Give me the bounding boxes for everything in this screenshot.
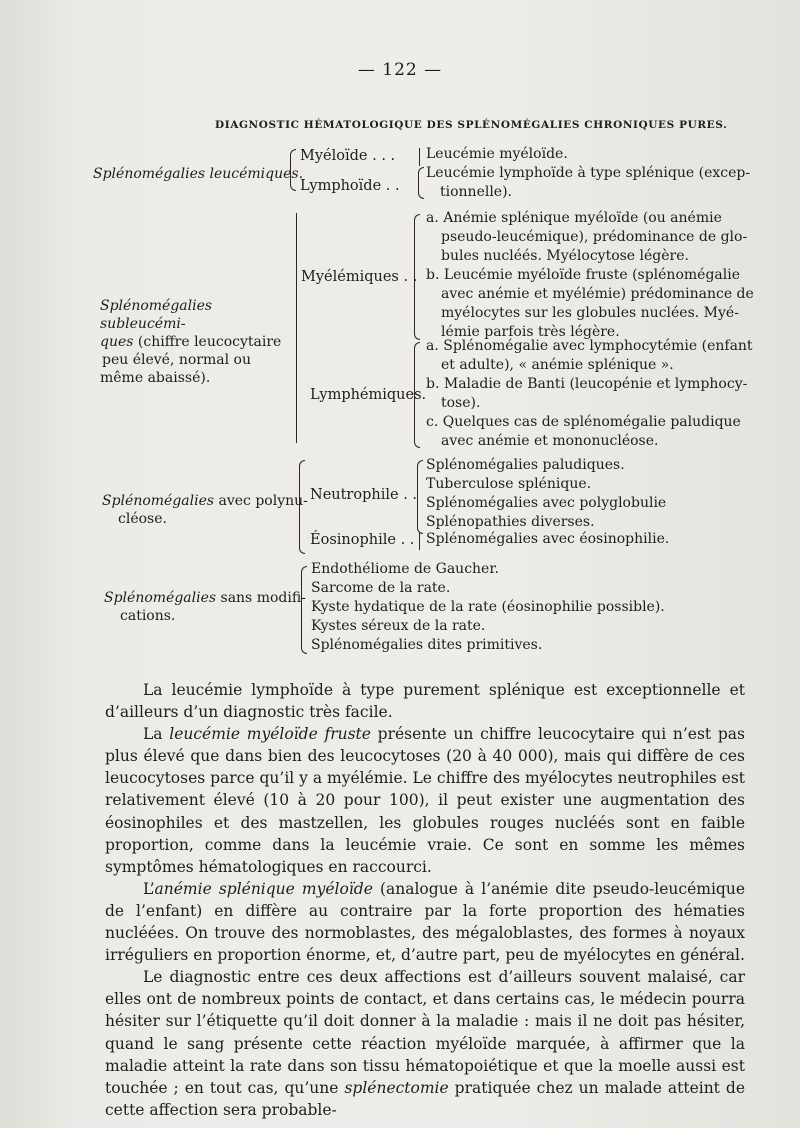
bar-eosinophile — [419, 533, 420, 550]
list-sans-modif: Endothéliome de Gaucher. Sarcome de la rate. Kyste hydatique de la rate (éosinophilie possible). Kystes séreux de la rate. Splénomégalies dites primitives. — [311, 561, 665, 653]
text-myeloide: Leucémie myéloïde. — [426, 146, 568, 162]
body-text — [105, 679, 745, 1121]
brace-polynucleose — [299, 460, 305, 554]
paragraph-3: L’anémie splénique myéloïde (analogue à l’anémie dite pseudo-leucémique de l’enfant) en diffère au contraire par la forte proportion des hématies nucléées. On trouve des normoblastes, des mégaloblastes, des formes à noyaux irréguliers en proportion énorme, et, d’autre part, peu de myélocytes en général. — [105, 879, 745, 965]
sub-neutrophile: Neutrophile . . — [310, 487, 418, 503]
text-eosinophile: Splénomégalies avec éosinophilie. — [426, 531, 670, 547]
list-myelemiques: a. Anémie splénique myéloïde (ou anémie pseudo-leucémique), prédominance de glo- bules nucléés. Myélocytose légère. b. Leucémie myéloïde fruste (splénomégalie avec anémie et myélémie) prédominance de myélocytes sur les globules nuclées. Myé- lémie parfois très légère. — [426, 210, 754, 340]
paragraph-2: La leucémie myéloïde fruste présente un chiffre leucocytaire qui n’est pas plus élevé que dans bien des leucocytoses (20 à 40 000), mais qui diffère de ces leucocytoses parce qu’il y a myélémie. Le chiffre des myélocytes neutrophiles est relativement élevé (10 à 20 pour 100), il peut exister une augmentation des éosinophiles et des mastzellen, les globules rouges nucléés sont en faible proportion, comme dans la leucémie vraie. Ce sont en somme les mêmes symptômes hématologiques en raccourci. — [105, 725, 745, 876]
sub-myelemiques: Myélémiques . . — [301, 269, 418, 285]
category-leucemiques: Splénomégalies leucémiques. — [93, 166, 304, 182]
paragraph-1: La leucémie lymphoïde à type purement splénique est exceptionnelle et d’ailleurs d’un diagnostic très facile. — [105, 681, 745, 722]
brace-myelemiques — [414, 214, 420, 340]
sub-lymphemiques: Lymphémiques. — [310, 387, 427, 403]
brace-lymphemiques — [414, 342, 420, 448]
sub-lymphoide: Lymphoïde . . — [300, 178, 400, 194]
list-neutrophile: Splénomégalies paludiques. Tuberculose splénique. Splénomégalies avec polyglobulie Splénopathies diverses. — [426, 457, 667, 530]
category-subleucemiques: Splénomégalies subleucémi- ques (chiffre leucocytaire peu élevé, normal ou même abaissé). — [100, 298, 282, 386]
bar-myeloide — [419, 148, 420, 166]
bar-subleucemiques — [296, 213, 297, 443]
brace-leucemiques — [290, 149, 296, 191]
category-sans-modif: Splénomégalies sans modifi- cations. — [104, 590, 306, 624]
sub-myeloide: Myéloïde . . . — [300, 148, 396, 164]
page-number: — 122 — — [357, 60, 443, 80]
sub-eosinophile: Éosinophile . . — [310, 532, 415, 548]
brace-lymphoide — [418, 167, 424, 199]
text-lymphoide-1: Leucémie lymphoïde à type splénique (excep- — [426, 165, 751, 181]
paragraph-4: Le diagnostic entre ces deux affections est d’ailleurs souvent malaisé, car elles ont de nombreux points de contact, et dans certains cas, le médecin pourra hésiter sur l’étiquette qu’il doit donner à la maladie : mais il ne doit pas hésiter, quand le sang présente cette réaction myéloïde marquée, à affirmer que la maladie atteint la rate dans son tissu hématopoiétique et que la moelle aussi est touchée ; en tout cas, qu’une splénectomie pratiquée chez un malade atteint de cette affection sera probable- — [105, 968, 745, 1119]
brace-sans-modif — [301, 566, 307, 654]
brace-neutrophile — [417, 460, 423, 534]
text-lymphoide-2: tionnelle). — [440, 184, 513, 200]
list-lymphemiques: a. Splénomégalie avec lymphocytémie (enfant et adulte), « anémie splénique ». b. Maladie de Banti (leucopénie et lymphocy- tose). c. Quelques cas de splénomégalie paludique avec anémie et mononucléose. — [426, 338, 753, 449]
category-polynucleose: Splénomégalies avec polynu- cléose. — [102, 493, 308, 527]
table-caption: DIAGNOSTIC HÉMATOLOGIQUE DES SPLÉNOMÉGALIES CHRONIQUES PURES. — [215, 119, 728, 131]
